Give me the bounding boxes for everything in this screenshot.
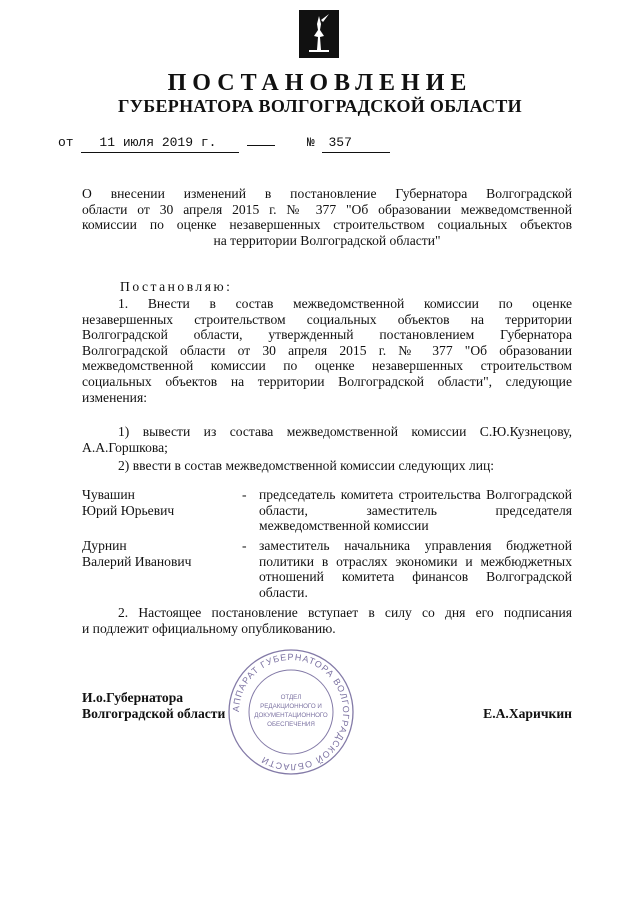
signatory-name: Е.А.Харичкин [483, 706, 572, 721]
document-subtitle: ГУБЕРНАТОРА ВОЛГОГРАДСКОЙ ОБЛАСТИ [118, 96, 522, 116]
item-1 [82, 424, 572, 455]
document-subject [82, 186, 572, 248]
paragraph-line: социальных объектов на территории Волгоградской области", следующие [82, 373, 572, 389]
stamp-inner-line: ОБЕСПЕЧЕНИЯ [267, 721, 315, 728]
member-given-names: Юрий Юрьевич [82, 502, 175, 518]
final-paragraph [82, 605, 572, 636]
member-name [82, 487, 232, 518]
item-2 [82, 458, 572, 474]
number-prefix: № [306, 135, 315, 150]
member-dash: - [242, 538, 247, 553]
subject-line: комиссии по оценке незавершенных строительством социальных объектов [82, 217, 572, 232]
paragraph-1 [82, 296, 572, 405]
member-name [82, 538, 232, 569]
paragraph-line: 1. Внести в состав межведомственной комиссии по оценке [118, 296, 572, 311]
member-description: председатель комитета строительства Волгоградской области, заместитель председателя межведомственной комиссии [259, 487, 572, 534]
stamp-outer-text: АППАРАТ ГУБЕРНАТОРА ВОЛГОГРАДСКОЙ ОБЛАСТИ [230, 651, 352, 773]
member-surname: Дурнин [82, 538, 127, 553]
paragraph-line: межведомственной комиссии по оценке незавершенных строительством [82, 358, 572, 374]
paragraph-line: Волгоградской области от 30 апреля 2015 г. № 377 "Об образовании [82, 342, 572, 358]
stamp-inner-line: ДОКУМЕНТАЦИОННОГО [254, 712, 328, 719]
signatory-position [82, 690, 225, 721]
document-date: 11 июля 2019 г. [81, 134, 239, 153]
paragraph-line: 2. Настоящее постановление вступает в силу со дня его подписания [118, 605, 572, 620]
signatory-position-line: Волгоградской области [82, 705, 226, 721]
member-given-names: Валерий Иванович [82, 553, 192, 569]
paragraph-line: и подлежит официальному опубликованию. [82, 620, 336, 636]
subject-line: на территории Волгоградской области" [213, 232, 441, 248]
member-surname: Чувашин [82, 487, 135, 502]
subject-line: области от 30 апреля 2015 г. № 377 "Об образовании межведомственной [82, 201, 572, 217]
signatory-position-line: И.о.Губернатора [82, 690, 184, 705]
item-line: А.А.Горшкова; [82, 439, 168, 455]
paragraph-line: незавершенных строительством социальных объектов на территории [82, 311, 572, 327]
resolve-word: Постановляю: [120, 279, 233, 294]
paragraph-line: Волгоградской области, утвержденный постановлением Губернатора [82, 327, 572, 343]
item-line: 2) ввести в состав межведомственной комиссии следующих лиц: [118, 458, 495, 473]
paragraph-line: изменения: [82, 389, 147, 405]
subject-line: О внесении изменений в постановление Губернатора Волгоградской [82, 186, 572, 201]
volgograd-emblem-icon [299, 10, 339, 58]
registration-line [58, 134, 640, 153]
document-title: ПОСТАНОВЛЕНИЕ [167, 70, 473, 96]
item-line: 1) вывести из состава межведомственной комиссии С.Ю.Кузнецову, [118, 424, 572, 439]
stamp-inner-line: ОТДЕЛ [280, 694, 302, 701]
date-prefix: от [58, 135, 74, 150]
official-stamp [226, 647, 356, 777]
document-number: 357 [322, 134, 390, 153]
stamp-inner-line: РЕДАКЦИОННОГО И [260, 703, 322, 710]
member-description: заместитель начальника управления бюджетной политики в отраслях экономики и межбюджетных отношений комитета финансов Волгоградской области. [259, 538, 572, 600]
member-dash: - [242, 487, 247, 502]
